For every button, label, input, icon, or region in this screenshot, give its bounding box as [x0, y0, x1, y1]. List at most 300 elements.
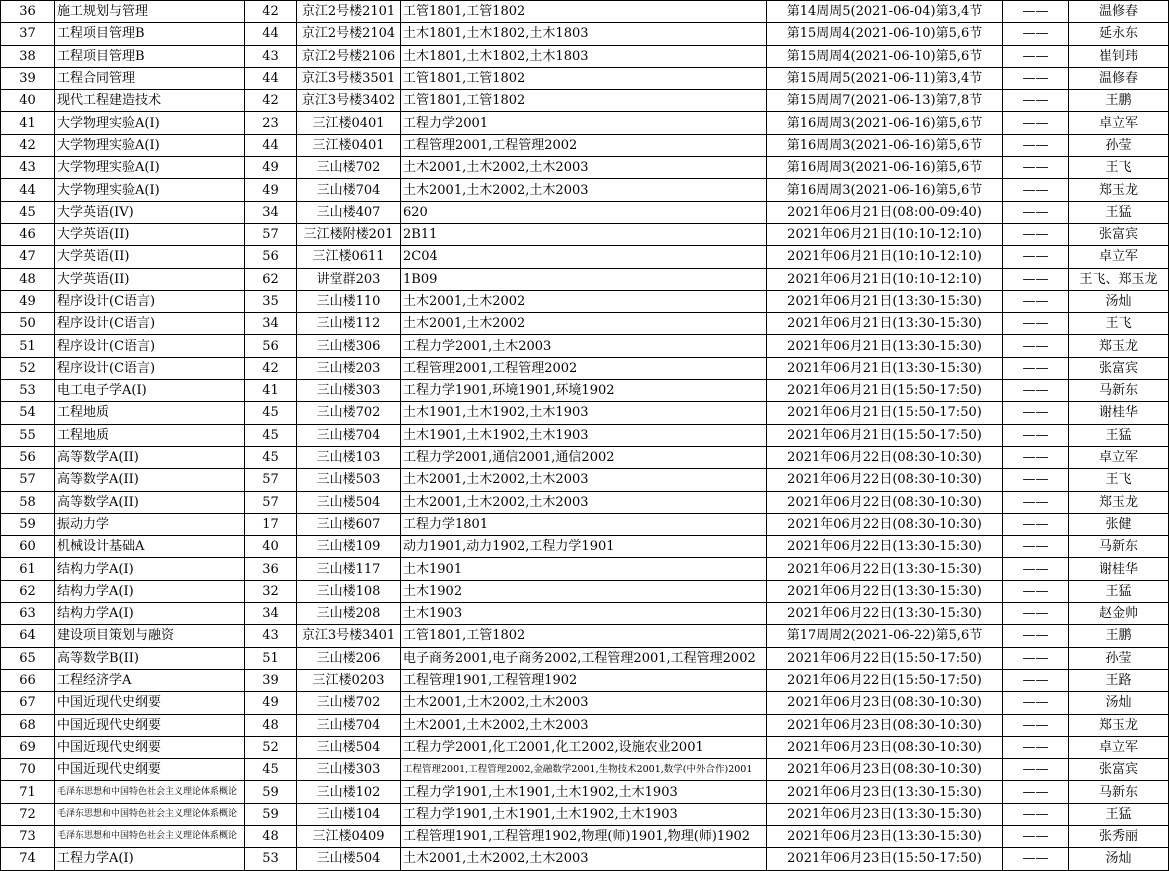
proctor-teacher: 张富宾	[1069, 223, 1169, 245]
exam-time: 2021年06月22日(15:50-17:50)	[767, 647, 1003, 669]
student-count: 42	[245, 357, 297, 379]
row-number: 51	[1, 335, 55, 357]
exam-room: 京江2号楼2106	[297, 45, 401, 67]
row-number: 41	[1, 112, 55, 134]
exam-time: 第16周周3(2021-06-16)第5,6节	[767, 157, 1003, 179]
table-row	[1, 491, 1169, 513]
proctor-teacher: 张健	[1069, 513, 1169, 535]
class-list: 工程管理2001,工程管理2002	[401, 357, 767, 379]
exam-time: 2021年06月22日(13:30-15:30)	[767, 603, 1003, 625]
placeholder-dash: ——	[1003, 825, 1069, 847]
table-row	[1, 90, 1169, 112]
exam-time: 2021年06月22日(15:50-17:50)	[767, 669, 1003, 691]
table-row	[1, 112, 1169, 134]
course-name: 工程经济学A	[55, 669, 245, 691]
student-count: 48	[245, 825, 297, 847]
row-number: 36	[1, 1, 55, 23]
placeholder-dash: ——	[1003, 268, 1069, 290]
proctor-teacher: 卓立军	[1069, 736, 1169, 758]
exam-room: 三山楼112	[297, 313, 401, 335]
placeholder-dash: ——	[1003, 112, 1069, 134]
proctor-teacher: 马新东	[1069, 380, 1169, 402]
row-number: 70	[1, 759, 55, 781]
student-count: 17	[245, 513, 297, 535]
class-list: 2C04	[401, 246, 767, 268]
course-name: 工程项目管理B	[55, 45, 245, 67]
placeholder-dash: ——	[1003, 446, 1069, 468]
exam-room: 三山楼117	[297, 558, 401, 580]
student-count: 44	[245, 134, 297, 156]
row-number: 67	[1, 692, 55, 714]
class-list: 工程力学1901,土木1901,土木1902,土木1903	[401, 803, 767, 825]
placeholder-dash: ——	[1003, 580, 1069, 602]
exam-room: 三山楼206	[297, 647, 401, 669]
exam-room: 三江楼附楼201	[297, 223, 401, 245]
exam-room: 三山楼607	[297, 513, 401, 535]
placeholder-dash: ——	[1003, 246, 1069, 268]
class-list: 工程力学2001,化工2001,化工2002,设施农业2001	[401, 736, 767, 758]
proctor-teacher: 孙莹	[1069, 647, 1169, 669]
row-number: 52	[1, 357, 55, 379]
class-list: 工程力学1901,环境1901,环境1902	[401, 380, 767, 402]
table-row	[1, 759, 1169, 781]
exam-room: 三山楼504	[297, 736, 401, 758]
placeholder-dash: ——	[1003, 803, 1069, 825]
proctor-teacher: 王猛	[1069, 803, 1169, 825]
row-number: 49	[1, 290, 55, 312]
course-name: 程序设计(C语言)	[55, 313, 245, 335]
proctor-teacher: 谢桂华	[1069, 558, 1169, 580]
proctor-teacher: 温修春	[1069, 1, 1169, 23]
placeholder-dash: ——	[1003, 491, 1069, 513]
course-name: 大学物理实验A(I)	[55, 112, 245, 134]
class-list: 620	[401, 201, 767, 223]
exam-room: 三山楼704	[297, 424, 401, 446]
exam-room: 三山楼109	[297, 536, 401, 558]
exam-time: 第17周周2(2021-06-22)第5,6节	[767, 625, 1003, 647]
student-count: 41	[245, 380, 297, 402]
exam-room: 三山楼208	[297, 603, 401, 625]
exam-time: 2021年06月21日(15:50-17:50)	[767, 380, 1003, 402]
exam-room: 三江楼0401	[297, 134, 401, 156]
row-number: 47	[1, 246, 55, 268]
student-count: 51	[245, 647, 297, 669]
row-number: 64	[1, 625, 55, 647]
proctor-teacher: 孙莹	[1069, 134, 1169, 156]
exam-room: 京江3号楼3401	[297, 625, 401, 647]
exam-room: 三江楼0409	[297, 825, 401, 847]
exam-time: 2021年06月22日(08:30-10:30)	[767, 513, 1003, 535]
proctor-teacher: 王猛	[1069, 201, 1169, 223]
placeholder-dash: ——	[1003, 134, 1069, 156]
course-name: 大学物理实验A(I)	[55, 179, 245, 201]
exam-time: 2021年06月22日(08:30-10:30)	[767, 491, 1003, 513]
exam-time: 2021年06月21日(10:10-12:10)	[767, 246, 1003, 268]
class-list: 工程力学1901,土木1901,土木1902,土木1903	[401, 781, 767, 803]
exam-room: 三江楼0611	[297, 246, 401, 268]
proctor-teacher: 汤灿	[1069, 290, 1169, 312]
student-count: 45	[245, 424, 297, 446]
placeholder-dash: ——	[1003, 647, 1069, 669]
proctor-teacher: 王路	[1069, 669, 1169, 691]
exam-room: 三山楼103	[297, 446, 401, 468]
student-count: 42	[245, 1, 297, 23]
student-count: 57	[245, 469, 297, 491]
student-count: 23	[245, 112, 297, 134]
proctor-teacher: 赵金帅	[1069, 603, 1169, 625]
exam-time: 2021年06月22日(13:30-15:30)	[767, 580, 1003, 602]
row-number: 55	[1, 424, 55, 446]
course-name: 施工规划与管理	[55, 1, 245, 23]
student-count: 57	[245, 491, 297, 513]
exam-time: 2021年06月23日(13:30-15:30)	[767, 825, 1003, 847]
course-name: 大学英语(II)	[55, 268, 245, 290]
exam-time: 2021年06月21日(13:30-15:30)	[767, 335, 1003, 357]
row-number: 69	[1, 736, 55, 758]
exam-time: 第15周周4(2021-06-10)第5,6节	[767, 45, 1003, 67]
exam-time: 2021年06月21日(13:30-15:30)	[767, 313, 1003, 335]
placeholder-dash: ——	[1003, 558, 1069, 580]
exam-time: 2021年06月21日(08:00-09:40)	[767, 201, 1003, 223]
exam-room: 三山楼104	[297, 803, 401, 825]
class-list: 土木2001,土木2002,土木2003	[401, 491, 767, 513]
row-number: 66	[1, 669, 55, 691]
exam-room: 三山楼303	[297, 380, 401, 402]
proctor-teacher: 郑玉龙	[1069, 335, 1169, 357]
table-row	[1, 268, 1169, 290]
proctor-teacher: 延永东	[1069, 23, 1169, 45]
student-count: 62	[245, 268, 297, 290]
course-name: 毛泽东思想和中国特色社会主义理论体系概论	[55, 825, 245, 847]
row-number: 54	[1, 402, 55, 424]
table-row	[1, 669, 1169, 691]
class-list: 土木1901	[401, 558, 767, 580]
class-list: 工程力学2001,通信2001,通信2002	[401, 446, 767, 468]
class-list: 工程力学2001	[401, 112, 767, 134]
student-count: 48	[245, 714, 297, 736]
exam-time: 2021年06月21日(15:50-17:50)	[767, 424, 1003, 446]
student-count: 44	[245, 23, 297, 45]
proctor-teacher: 汤灿	[1069, 848, 1169, 870]
row-number: 57	[1, 469, 55, 491]
class-list: 土木2001,土木2002,土木2003	[401, 714, 767, 736]
proctor-teacher: 卓立军	[1069, 446, 1169, 468]
class-list: 电子商务2001,电子商务2002,工程管理2001,工程管理2002	[401, 647, 767, 669]
proctor-teacher: 王猛	[1069, 424, 1169, 446]
table-row	[1, 625, 1169, 647]
class-list: 土木2001,土木2002,土木2003	[401, 692, 767, 714]
row-number: 48	[1, 268, 55, 290]
row-number: 56	[1, 446, 55, 468]
exam-time: 2021年06月22日(08:30-10:30)	[767, 469, 1003, 491]
table-row	[1, 848, 1169, 870]
course-name: 大学英语(IV)	[55, 201, 245, 223]
table-row	[1, 424, 1169, 446]
row-number: 65	[1, 647, 55, 669]
table-row	[1, 714, 1169, 736]
row-number: 53	[1, 380, 55, 402]
placeholder-dash: ——	[1003, 848, 1069, 870]
proctor-teacher: 张富宾	[1069, 357, 1169, 379]
table-row	[1, 446, 1169, 468]
exam-room: 三山楼704	[297, 714, 401, 736]
student-count: 42	[245, 90, 297, 112]
course-name: 中国近现代史纲要	[55, 692, 245, 714]
table-row	[1, 803, 1169, 825]
proctor-teacher: 谢桂华	[1069, 402, 1169, 424]
class-list: 工管1801,工管1802	[401, 90, 767, 112]
exam-room: 三山楼203	[297, 357, 401, 379]
exam-time: 2021年06月22日(08:30-10:30)	[767, 446, 1003, 468]
class-list: 工程管理1901,工程管理1902,物理(师)1901,物理(师)1902	[401, 825, 767, 847]
exam-time: 第16周周3(2021-06-16)第5,6节	[767, 179, 1003, 201]
placeholder-dash: ——	[1003, 536, 1069, 558]
table-row	[1, 825, 1169, 847]
placeholder-dash: ——	[1003, 380, 1069, 402]
placeholder-dash: ——	[1003, 669, 1069, 691]
course-name: 工程力学A(I)	[55, 848, 245, 870]
table-row	[1, 23, 1169, 45]
class-list: 动力1901,动力1902,工程力学1901	[401, 536, 767, 558]
exam-time: 第16周周3(2021-06-16)第5,6节	[767, 134, 1003, 156]
course-name: 建设项目策划与融资	[55, 625, 245, 647]
course-name: 结构力学A(I)	[55, 580, 245, 602]
student-count: 49	[245, 692, 297, 714]
course-name: 工程合同管理	[55, 67, 245, 89]
table-row	[1, 335, 1169, 357]
class-list: 土木1901,土木1902,土木1903	[401, 424, 767, 446]
exam-room: 三山楼702	[297, 692, 401, 714]
exam-room: 三江楼0203	[297, 669, 401, 691]
exam-room: 京江2号楼2104	[297, 23, 401, 45]
row-number: 46	[1, 223, 55, 245]
proctor-teacher: 卓立军	[1069, 112, 1169, 134]
student-count: 45	[245, 402, 297, 424]
row-number: 63	[1, 603, 55, 625]
course-name: 结构力学A(I)	[55, 603, 245, 625]
placeholder-dash: ——	[1003, 290, 1069, 312]
class-list: 工管1801,工管1802	[401, 625, 767, 647]
class-list: 土木1902	[401, 580, 767, 602]
placeholder-dash: ——	[1003, 692, 1069, 714]
student-count: 34	[245, 313, 297, 335]
proctor-teacher: 王飞	[1069, 157, 1169, 179]
course-name: 机械设计基础A	[55, 536, 245, 558]
course-name: 高等数学A(II)	[55, 446, 245, 468]
class-list: 1B09	[401, 268, 767, 290]
exam-room: 三山楼303	[297, 759, 401, 781]
class-list: 土木1801,土木1802,土木1803	[401, 23, 767, 45]
placeholder-dash: ——	[1003, 357, 1069, 379]
table-row	[1, 246, 1169, 268]
row-number: 74	[1, 848, 55, 870]
row-number: 72	[1, 803, 55, 825]
exam-time: 2021年06月21日(10:10-12:10)	[767, 268, 1003, 290]
class-list: 工程力学1801	[401, 513, 767, 535]
class-list: 土木1901,土木1902,土木1903	[401, 402, 767, 424]
row-number: 40	[1, 90, 55, 112]
placeholder-dash: ——	[1003, 625, 1069, 647]
placeholder-dash: ——	[1003, 45, 1069, 67]
row-number: 37	[1, 23, 55, 45]
class-list: 工管1801,工管1802	[401, 1, 767, 23]
table-row	[1, 647, 1169, 669]
course-name: 电工电子学A(I)	[55, 380, 245, 402]
course-name: 结构力学A(I)	[55, 558, 245, 580]
class-list: 工程管理2001,工程管理2002	[401, 134, 767, 156]
course-name: 高等数学A(II)	[55, 491, 245, 513]
table-row	[1, 402, 1169, 424]
student-count: 56	[245, 246, 297, 268]
course-name: 中国近现代史纲要	[55, 759, 245, 781]
course-name: 中国近现代史纲要	[55, 714, 245, 736]
row-number: 38	[1, 45, 55, 67]
row-number: 73	[1, 825, 55, 847]
class-list: 土木2001,土木2002	[401, 290, 767, 312]
student-count: 56	[245, 335, 297, 357]
placeholder-dash: ——	[1003, 67, 1069, 89]
placeholder-dash: ——	[1003, 736, 1069, 758]
exam-room: 京江3号楼3501	[297, 67, 401, 89]
placeholder-dash: ——	[1003, 90, 1069, 112]
exam-time: 2021年06月23日(08:30-10:30)	[767, 692, 1003, 714]
placeholder-dash: ——	[1003, 781, 1069, 803]
proctor-teacher: 王鹏	[1069, 90, 1169, 112]
exam-room: 京江2号楼2101	[297, 1, 401, 23]
exam-room: 三山楼704	[297, 179, 401, 201]
proctor-teacher: 马新东	[1069, 536, 1169, 558]
student-count: 32	[245, 580, 297, 602]
class-list: 2B11	[401, 223, 767, 245]
proctor-teacher: 张秀丽	[1069, 825, 1169, 847]
exam-room: 三山楼504	[297, 848, 401, 870]
proctor-teacher: 张富宾	[1069, 759, 1169, 781]
row-number: 62	[1, 580, 55, 602]
class-list: 土木2001,土木2002,土木2003	[401, 157, 767, 179]
course-name: 大学物理实验A(I)	[55, 157, 245, 179]
placeholder-dash: ——	[1003, 157, 1069, 179]
proctor-teacher: 王飞、郑玉龙	[1069, 268, 1169, 290]
table-row	[1, 179, 1169, 201]
table-row	[1, 536, 1169, 558]
exam-time: 2021年06月21日(13:30-15:30)	[767, 290, 1003, 312]
placeholder-dash: ——	[1003, 469, 1069, 491]
student-count: 57	[245, 223, 297, 245]
student-count: 45	[245, 446, 297, 468]
table-row	[1, 380, 1169, 402]
exam-time: 2021年06月22日(13:30-15:30)	[767, 536, 1003, 558]
student-count: 49	[245, 179, 297, 201]
proctor-teacher: 马新东	[1069, 781, 1169, 803]
placeholder-dash: ——	[1003, 402, 1069, 424]
exam-time: 2021年06月21日(15:50-17:50)	[767, 402, 1003, 424]
course-name: 现代工程建造技术	[55, 90, 245, 112]
table-row	[1, 45, 1169, 67]
course-name: 工程地质	[55, 424, 245, 446]
exam-time: 第16周周3(2021-06-16)第5,6节	[767, 112, 1003, 134]
placeholder-dash: ——	[1003, 603, 1069, 625]
proctor-teacher: 郑玉龙	[1069, 491, 1169, 513]
student-count: 36	[245, 558, 297, 580]
course-name: 中国近现代史纲要	[55, 736, 245, 758]
placeholder-dash: ——	[1003, 313, 1069, 335]
table-row	[1, 603, 1169, 625]
student-count: 53	[245, 848, 297, 870]
table-row	[1, 558, 1169, 580]
table-row	[1, 134, 1169, 156]
table-row	[1, 469, 1169, 491]
course-name: 程序设计(C语言)	[55, 335, 245, 357]
class-list: 土木2001,土木2002	[401, 313, 767, 335]
placeholder-dash: ——	[1003, 179, 1069, 201]
exam-room: 三山楼702	[297, 157, 401, 179]
row-number: 44	[1, 179, 55, 201]
placeholder-dash: ——	[1003, 424, 1069, 446]
student-count: 40	[245, 536, 297, 558]
student-count: 49	[245, 157, 297, 179]
placeholder-dash: ——	[1003, 714, 1069, 736]
student-count: 44	[245, 67, 297, 89]
placeholder-dash: ——	[1003, 335, 1069, 357]
table-row	[1, 580, 1169, 602]
exam-time: 2021年06月21日(13:30-15:30)	[767, 357, 1003, 379]
row-number: 42	[1, 134, 55, 156]
class-list: 工程管理2001,工程管理2002,金融数学2001,生物技术2001,数学(中外合作)2001	[401, 759, 767, 781]
placeholder-dash: ——	[1003, 223, 1069, 245]
exam-room: 三山楼102	[297, 781, 401, 803]
table-row	[1, 736, 1169, 758]
exam-room: 三山楼110	[297, 290, 401, 312]
placeholder-dash: ——	[1003, 759, 1069, 781]
student-count: 45	[245, 759, 297, 781]
row-number: 71	[1, 781, 55, 803]
row-number: 43	[1, 157, 55, 179]
class-list: 土木2001,土木2002,土木2003	[401, 179, 767, 201]
proctor-teacher: 郑玉龙	[1069, 179, 1169, 201]
exam-time: 第14周周5(2021-06-04)第3,4节	[767, 1, 1003, 23]
course-name: 程序设计(C语言)	[55, 357, 245, 379]
exam-time: 第15周周4(2021-06-10)第5,6节	[767, 23, 1003, 45]
table-row	[1, 201, 1169, 223]
course-name: 工程项目管理B	[55, 23, 245, 45]
row-number: 39	[1, 67, 55, 89]
course-name: 大学英语(II)	[55, 246, 245, 268]
class-list: 工程力学2001,土木2003	[401, 335, 767, 357]
exam-room: 京江3号楼3402	[297, 90, 401, 112]
placeholder-dash: ——	[1003, 513, 1069, 535]
table-row	[1, 157, 1169, 179]
class-list: 土木2001,土木2002,土木2003	[401, 469, 767, 491]
row-number: 61	[1, 558, 55, 580]
row-number: 50	[1, 313, 55, 335]
table-row	[1, 513, 1169, 535]
proctor-teacher: 王猛	[1069, 580, 1169, 602]
student-count: 43	[245, 45, 297, 67]
table-row	[1, 67, 1169, 89]
course-name: 振动力学	[55, 513, 245, 535]
course-name: 工程地质	[55, 402, 245, 424]
proctor-teacher: 卓立军	[1069, 246, 1169, 268]
exam-room: 三山楼702	[297, 402, 401, 424]
exam-time: 2021年06月23日(13:30-15:30)	[767, 803, 1003, 825]
proctor-teacher: 温修春	[1069, 67, 1169, 89]
student-count: 59	[245, 781, 297, 803]
placeholder-dash: ——	[1003, 23, 1069, 45]
table-row	[1, 1, 1169, 23]
exam-room: 讲堂群203	[297, 268, 401, 290]
exam-time: 2021年06月23日(13:30-15:30)	[767, 781, 1003, 803]
class-list: 土木1903	[401, 603, 767, 625]
